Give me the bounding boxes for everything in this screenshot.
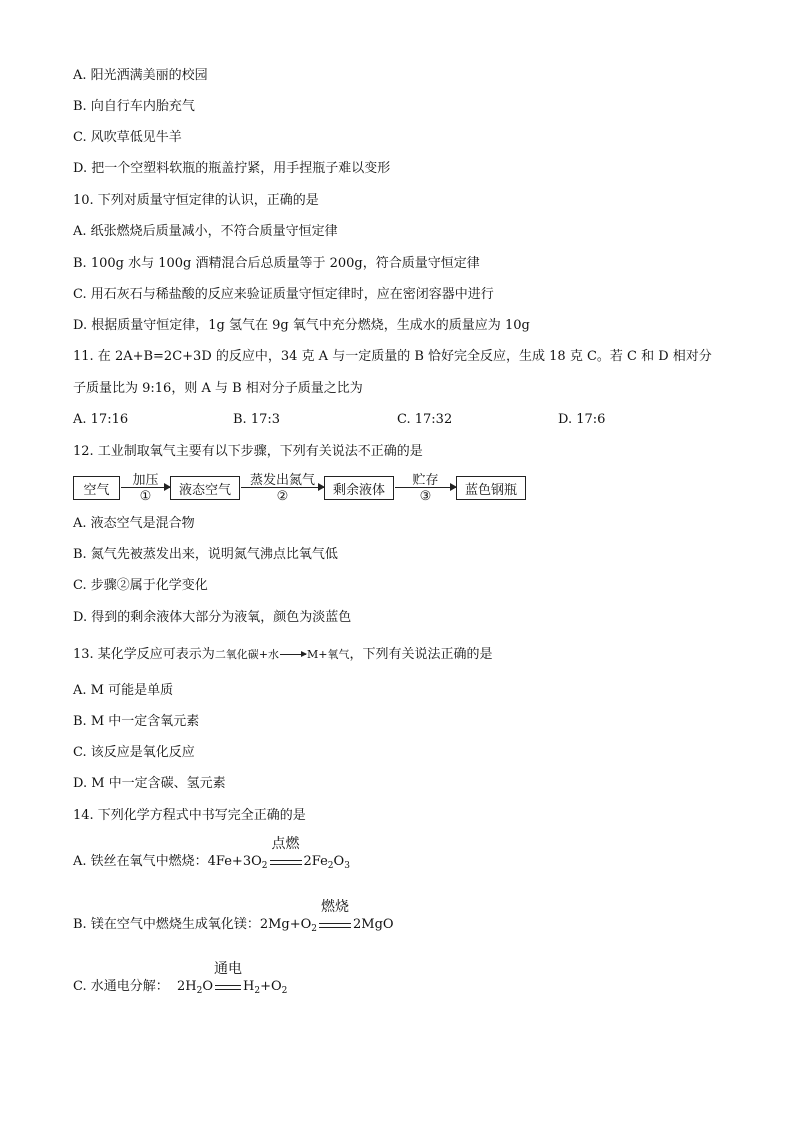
q14-option-c-label: C. 水通电分解：: [73, 979, 169, 994]
q14-option-a: [73, 835, 350, 871]
q13-stem-suffix: ，下列有关说法正确的是: [349, 647, 493, 662]
q10-option-d: D. 根据质量守恒定律，1g 氢气在 9g 氧气中充分燃烧，生成水的质量应为 10g: [73, 318, 530, 333]
q14-option-a-condition: 点燃: [271, 835, 300, 852]
flow-arrow-3-label: 贮存: [412, 473, 439, 488]
flow-box-liquid-air: 液态空气: [170, 476, 240, 500]
q11-option-b: B. 17:3: [233, 412, 281, 427]
q14-option-b-equation-left: $2Mg+O_2$: [259, 917, 318, 934]
q10-option-b: B. 100g 水与 100g 酒精混合后总质量等于 200g，符合质量守恒定律: [73, 256, 480, 271]
q14-option-c-condition: 通电: [214, 960, 243, 977]
q12-option-b: B. 氮气先被蒸发出来，说明氮气沸点比氧气低: [73, 547, 338, 562]
flow-arrow-2-label: 蒸发出氮气: [249, 473, 315, 488]
q10-option-a: A. 纸张燃烧后质量减小，不符合质量守恒定律: [73, 224, 338, 239]
q14-option-c-equation-left: $2H_2O$: [168, 979, 214, 996]
q14-option-b: [73, 898, 394, 934]
q11-stem-line2: 子质量比为 9:16，则 A 与 B 相对分子质量之比为: [73, 381, 363, 396]
flow-box-remaining-liquid: 剩余液体: [324, 476, 394, 500]
q14-stem: 14. 下列化学方程式中书写完全正确的是: [73, 808, 306, 823]
q9-option-a: A. 阳光洒满美丽的校园: [73, 68, 208, 83]
q14-option-b-label: B. 镁在空气中燃烧生成氧化镁：: [73, 917, 260, 932]
q9-option-c: C. 风吹草低见牛羊: [73, 130, 182, 145]
q14-option-c-equation-right: $H_2+O_2$: [243, 979, 288, 996]
flow-arrow-2-step: ②: [276, 489, 289, 504]
q12-option-d: D. 得到的剩余液体大部分为液氧，颜色为淡蓝色: [73, 610, 352, 625]
q13-option-b: B. M 中一定含氧元素: [73, 714, 200, 729]
q14-option-a-equation-left: $4Fe+3O_2$: [207, 854, 268, 871]
flow-arrow-3-step: ③: [419, 489, 432, 504]
reaction-arrow-icon: [280, 654, 306, 655]
q10-option-c: C. 用石灰石与稀盐酸的反应来验证质量守恒定律时，应在密闭容器中进行: [73, 287, 494, 302]
flow-box-air: 空气: [73, 476, 120, 500]
q12-stem: 12. 工业制取氧气主要有以下步骤，下列有关说法不正确的是: [73, 444, 423, 459]
equals-sign-icon: [317, 898, 353, 932]
q14-option-c: [73, 960, 288, 996]
process-flow-diagram: [73, 472, 533, 506]
q13-option-d: D. M 中一定含碳、氢元素: [73, 776, 226, 791]
flow-arrow-1-step: ①: [139, 489, 152, 504]
q13-equation-left: 二氧化碳+水: [214, 648, 280, 661]
q10-stem: 10. 下列对质量守恒定律的认识，正确的是: [73, 193, 319, 208]
q9-option-b: B. 向自行车内胎充气: [73, 99, 195, 114]
q13-equation-right: M+氧气: [307, 648, 350, 661]
q11-stem-line1: 11. 在 2A+B=2C+3D 的反应中，34 克 A 与一定质量的 B 恰好完全反应，生成 18 克 C。若 C 和 D 相对分: [73, 349, 712, 364]
q9-option-d: D. 把一个空塑料软瓶的瓶盖拧紧，用手捏瓶子难以变形: [73, 161, 391, 176]
q11-option-c: C. 17:32: [397, 412, 453, 427]
q12-option-a: A. 液态空气是混合物: [73, 516, 195, 531]
q13-option-c: C. 该反应是氧化反应: [73, 745, 195, 760]
q11-option-a: A. 17:16: [73, 412, 129, 427]
q12-option-c: C. 步骤②属于化学变化: [73, 578, 208, 593]
q14-option-b-condition: 燃烧: [321, 898, 350, 915]
q13-stem-prefix: 13. 某化学反应可表示为: [73, 647, 215, 662]
q13-option-a: A. M 可能是单质: [73, 683, 174, 698]
q14-option-a-equation-right: $2Fe_2O_3$: [303, 854, 350, 871]
q14-option-a-label: A. 铁丝在氧气中燃烧：: [73, 854, 208, 869]
equals-sign-icon: [268, 835, 304, 869]
q14-option-b-equation-right: 2MgO: [353, 917, 394, 932]
q13-stem: [73, 646, 493, 664]
equals-sign-icon: [213, 960, 243, 994]
flow-box-blue-cylinder: 蓝色钢瓶: [456, 476, 526, 500]
q11-option-d: D. 17:6: [558, 412, 606, 427]
flow-arrow-1-label: 加压: [132, 473, 159, 488]
